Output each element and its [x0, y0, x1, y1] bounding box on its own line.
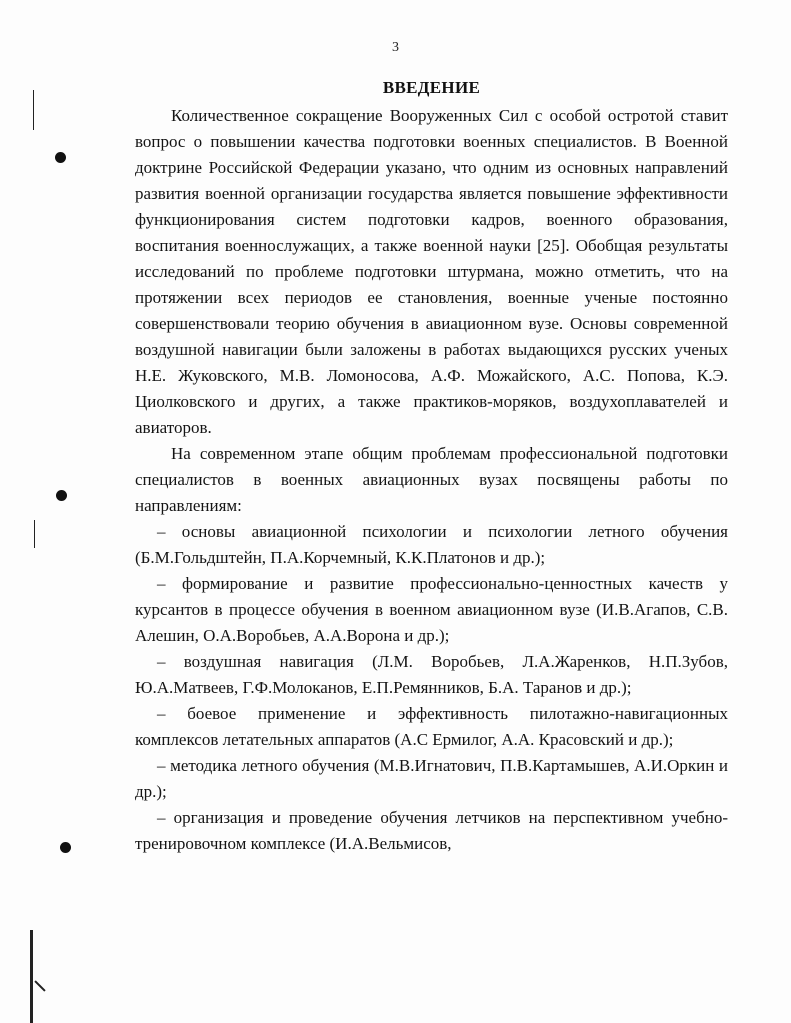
section-title: ВВЕДЕНИЕ — [382, 78, 481, 97]
list-item: – боевое применение и эффективность пилотажно-навигационных комплексов летательных аппаратов (А.С Ермилог, А.А. Красовский и др.); — [135, 704, 728, 749]
body-text — [135, 103, 728, 857]
page-number: 3 — [392, 40, 399, 55]
paragraph: На современном этапе общим проблемам профессиональной подготовки специалистов в военных авиационных вузах посвящены работы по направлениям: — [135, 444, 728, 515]
scan-edge-mark — [33, 90, 34, 130]
punch-hole-mark — [60, 842, 71, 853]
scan-edge-mark — [30, 930, 33, 1023]
list-item: – воздушная навигация (Л.М. Воробьев, Л.А.Жаренков, Н.П.Зубов, Ю.А.Матвеев, Г.Ф.Молоканов, Е.П.Ремянников, Б.А. Таранов и др.); — [135, 652, 728, 697]
punch-hole-mark — [56, 490, 67, 501]
paragraph: Количественное сокращение Вооруженных Сил с особой остротой ставит вопрос о повышении качества подготовки военных специалистов. В Военной доктрине Российской Федерации указано, что одним из основных направлений развития военной организации государства является повышение эффективности функционирования систем подготовки кадров, военного образования, воспитания военнослужащих, а также военной науки [25]. Обобщая результаты исследований по проблеме подготовки штурмана, можно отметить, что на протяжении всех периодов ее становления, военные ученые постоянно совершенствовали теорию обучения в авиационном вузе. Основы современной воздушной навигации были заложены в работах выдающихся русских ученых Н.Е. Жуковского, М.В. Ломоносова, А.Ф. Можайского, А.С. Попова, К.Э. Циолковского и других, а также практиков-моряков, воздухоплавателей и авиаторов. — [135, 106, 728, 437]
list-item: – методика летного обучения (М.В.Игнатович, П.В.Картамышев, А.И.Оркин и др.); — [135, 756, 728, 801]
scan-edge-mark — [34, 980, 45, 991]
list-item: – основы авиационной психологии и психологии летного обучения (Б.М.Гольдштейн, П.А.Корчемный, К.К.Платонов и др.); — [135, 522, 728, 567]
scan-edge-mark — [34, 520, 35, 548]
punch-hole-mark — [55, 152, 66, 163]
list-item: – формирование и развитие профессионально-ценностных качеств у курсантов в процессе обучения в военном авиационном вузе (И.В.Агапов, С.В. Алешин, О.А.Воробьев, А.А.Ворона и др.); — [135, 574, 728, 645]
list-item: – организация и проведение обучения летчиков на перспективном учебно-тренировочном комплексе (И.А.Вельмисов, — [135, 808, 728, 853]
